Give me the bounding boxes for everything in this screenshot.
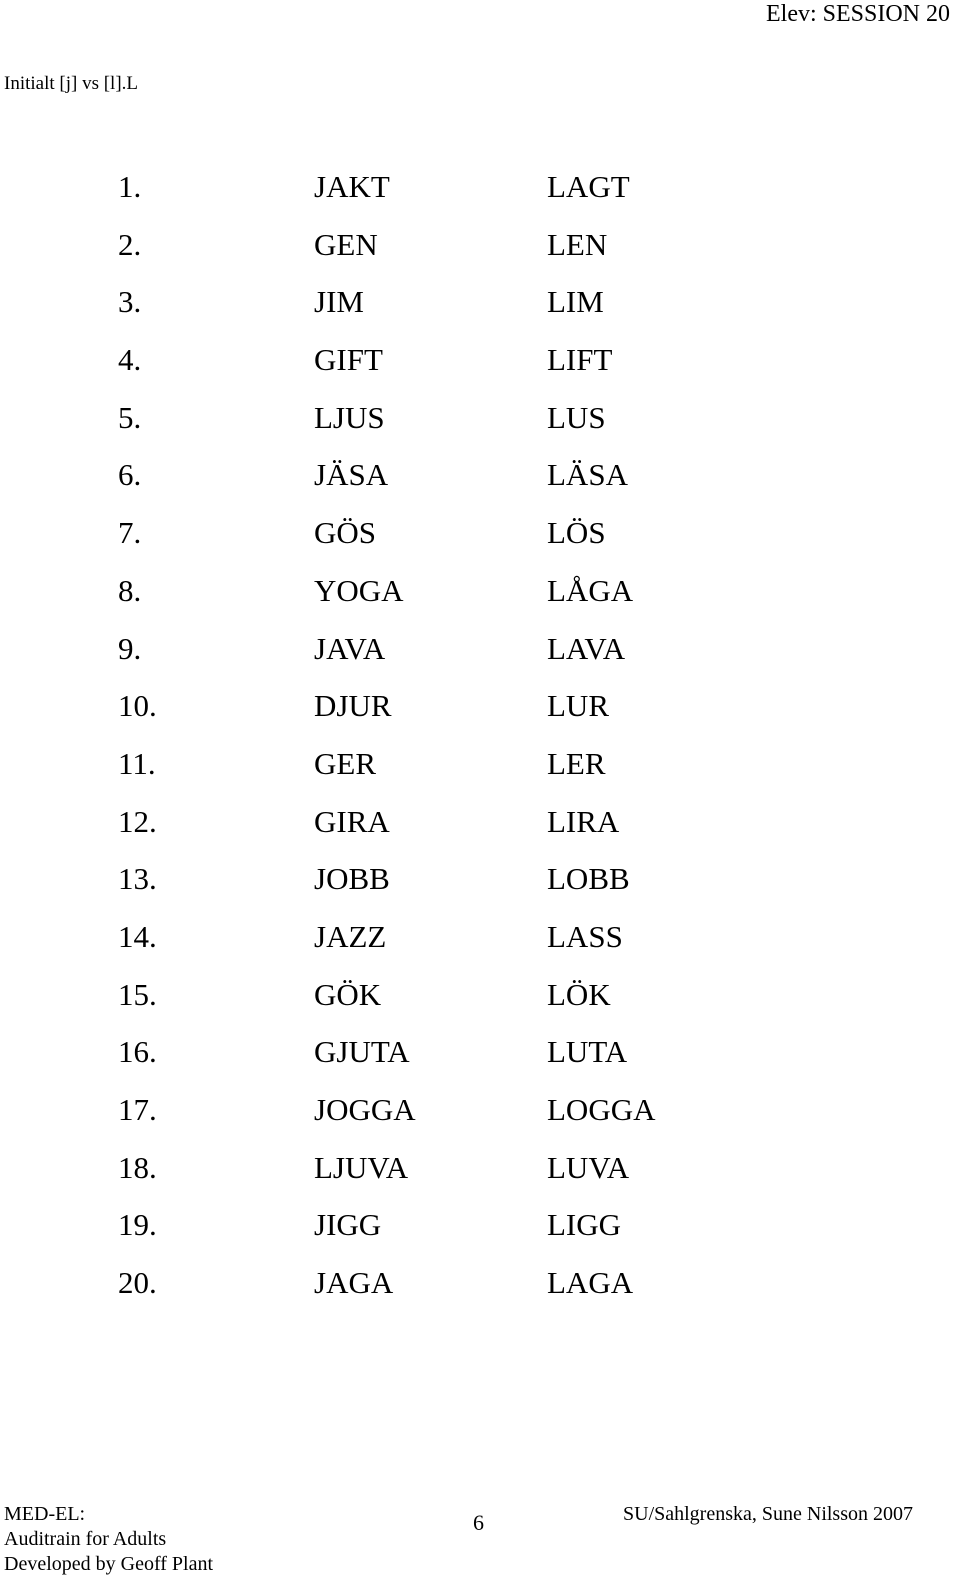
word-first: YOGA xyxy=(314,572,404,608)
word-first: LJUS xyxy=(314,399,385,435)
word-second: LIRA xyxy=(547,803,620,839)
item-number: 2. xyxy=(118,226,142,262)
word-pair-row xyxy=(0,1201,960,1259)
word-first: GIRA xyxy=(314,803,390,839)
word-pair-row xyxy=(0,625,960,683)
footer-line: MED-EL: xyxy=(4,1503,86,1525)
footer-copyright: SU/Sahlgrenska, Sune Nilsson 2007 xyxy=(623,1503,913,1525)
item-number: 6. xyxy=(118,457,142,493)
word-second: LÖK xyxy=(547,976,611,1012)
word-first: JAKT xyxy=(314,169,390,204)
word-first: LJUVA xyxy=(314,1149,409,1185)
item-number: 3. xyxy=(118,284,142,320)
item-number: 8. xyxy=(118,572,142,608)
word-second: LÄSA xyxy=(547,457,628,493)
word-second: LÅGA xyxy=(547,572,634,608)
word-pair-row xyxy=(0,221,960,279)
word-first: JIGG xyxy=(314,1207,382,1243)
item-number: 9. xyxy=(118,630,142,666)
word-second: LAVA xyxy=(547,630,626,666)
page-subtitle: Initialt [j] vs [l].L xyxy=(4,73,139,94)
word-second: LUVA xyxy=(547,1149,630,1185)
footer-line: Developed by Geoff Plant xyxy=(4,1553,214,1575)
footer-credits xyxy=(4,1502,213,1577)
word-first: GEN xyxy=(314,226,378,262)
word-pair-row xyxy=(0,682,960,740)
item-number: 10. xyxy=(118,688,157,724)
item-number: 19. xyxy=(118,1207,157,1243)
word-pair-row xyxy=(0,1028,960,1086)
word-pair-list xyxy=(0,163,960,1317)
word-pair-row xyxy=(0,971,960,1029)
word-first: JOBB xyxy=(314,861,390,897)
item-number: 11. xyxy=(118,745,156,781)
word-second: LIGG xyxy=(547,1207,622,1243)
word-second: LUTA xyxy=(547,1034,628,1070)
word-second: LOGGA xyxy=(547,1092,656,1127)
word-first: JAZZ xyxy=(314,918,387,954)
word-first: GÖS xyxy=(314,515,377,551)
word-first: DJUR xyxy=(314,688,392,724)
item-number: 12. xyxy=(118,803,157,839)
word-pair-row xyxy=(0,163,960,221)
page-number: 6 xyxy=(473,1510,484,1535)
word-first: JAGA xyxy=(314,1265,394,1301)
word-first: JIM xyxy=(314,284,364,320)
word-first: GIFT xyxy=(314,342,383,378)
word-first: GJUTA xyxy=(314,1034,410,1070)
word-first: GÖK xyxy=(314,976,382,1012)
word-pair-row xyxy=(0,798,960,856)
word-second: LASS xyxy=(547,918,623,954)
word-first: JAVA xyxy=(314,630,386,666)
word-pair-row xyxy=(0,1144,960,1202)
word-second: LUR xyxy=(547,688,609,724)
word-pair-row xyxy=(0,855,960,913)
item-number: 14. xyxy=(118,918,157,954)
item-number: 1. xyxy=(118,169,142,204)
item-number: 5. xyxy=(118,399,142,435)
session-header: Elev: SESSION 20 xyxy=(765,1,950,27)
word-first: JOGGA xyxy=(314,1092,416,1127)
item-number: 16. xyxy=(118,1034,157,1070)
word-pair-row xyxy=(0,913,960,971)
item-number: 17. xyxy=(118,1092,157,1127)
item-number: 7. xyxy=(118,515,142,551)
word-second: LÖS xyxy=(547,515,606,551)
word-second: LAGA xyxy=(547,1265,634,1301)
item-number: 15. xyxy=(118,976,157,1012)
item-number: 18. xyxy=(118,1149,157,1185)
word-pair-row xyxy=(0,1086,960,1144)
word-first: JÄSA xyxy=(314,457,389,493)
word-second: LIM xyxy=(547,284,604,320)
footer-line: Auditrain for Adults xyxy=(4,1528,167,1550)
word-first: GER xyxy=(314,745,376,781)
word-pair-row xyxy=(0,509,960,567)
item-number: 20. xyxy=(118,1265,157,1301)
word-pair-row xyxy=(0,336,960,394)
word-pair-row xyxy=(0,394,960,452)
word-second: LEN xyxy=(547,226,608,262)
word-pair-row xyxy=(0,1259,960,1317)
word-pair-row xyxy=(0,451,960,509)
word-second: LUS xyxy=(547,399,606,435)
word-pair-row xyxy=(0,740,960,798)
item-number: 4. xyxy=(118,342,142,378)
word-second: LOBB xyxy=(547,861,630,897)
word-second: LAGT xyxy=(547,169,630,204)
word-second: LER xyxy=(547,745,606,781)
word-second: LIFT xyxy=(547,342,613,378)
word-pair-row xyxy=(0,567,960,625)
word-pair-row xyxy=(0,278,960,336)
item-number: 13. xyxy=(118,861,157,897)
